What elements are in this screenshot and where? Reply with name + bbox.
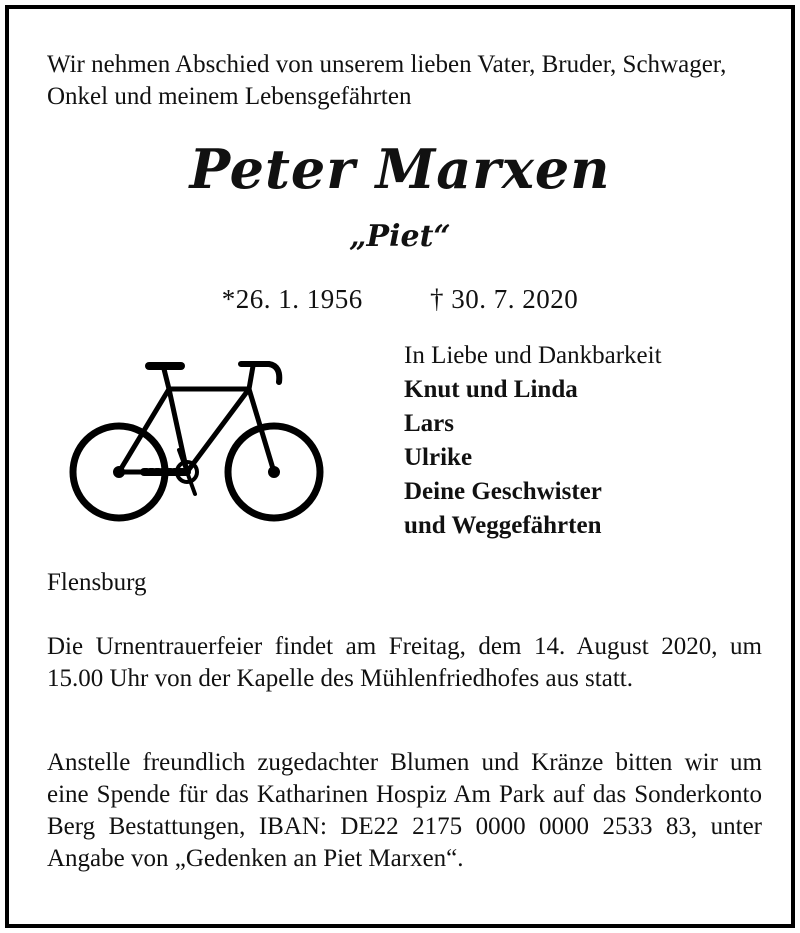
mourner-name: Deine Geschwister (404, 478, 602, 505)
mourner-name: Lars (404, 410, 454, 437)
mourners-lead: In Liebe und Dankbarkeit (404, 342, 662, 369)
death-date: † 30. 7. 2020 (430, 284, 579, 314)
life-dates (9, 284, 791, 315)
nickname: „Piet“ (349, 219, 451, 254)
intro-text: Wir nehmen Abschied von unserem lieben Vater, Bruder, Schwager, Onkel und meinem Lebensgefährten (47, 51, 727, 110)
mourner-name: Ulrike (404, 444, 473, 471)
donation-info: Anstelle freundlich zugedachter Blumen und Kränze bitten wir um eine Spende für das Katharinen Hospiz Am Park auf das Sonderkonto Berg Bestattungen, IBAN: DE22 2175 0000 0000 2533 83, unter Angabe von „Gedenken an Piet Marxen“. (47, 749, 762, 872)
mourners-list (404, 339, 784, 543)
birth-date: *26. 1. 1956 (221, 284, 363, 314)
bicycle-icon (69, 354, 329, 529)
mourner-name: Knut und Linda (404, 376, 578, 403)
deceased-name: Peter Marxen (189, 137, 611, 201)
obituary-frame (5, 5, 795, 928)
ceremony-info: Die Urnentrauerfeier findet am Freitag, dem 14. August 2020, um 15.00 Uhr von der Kapelle des Mühlenfriedhofes aus statt. (47, 633, 762, 692)
place: Flensburg (47, 569, 147, 596)
mourner-name: und Weggefährten (404, 512, 602, 539)
